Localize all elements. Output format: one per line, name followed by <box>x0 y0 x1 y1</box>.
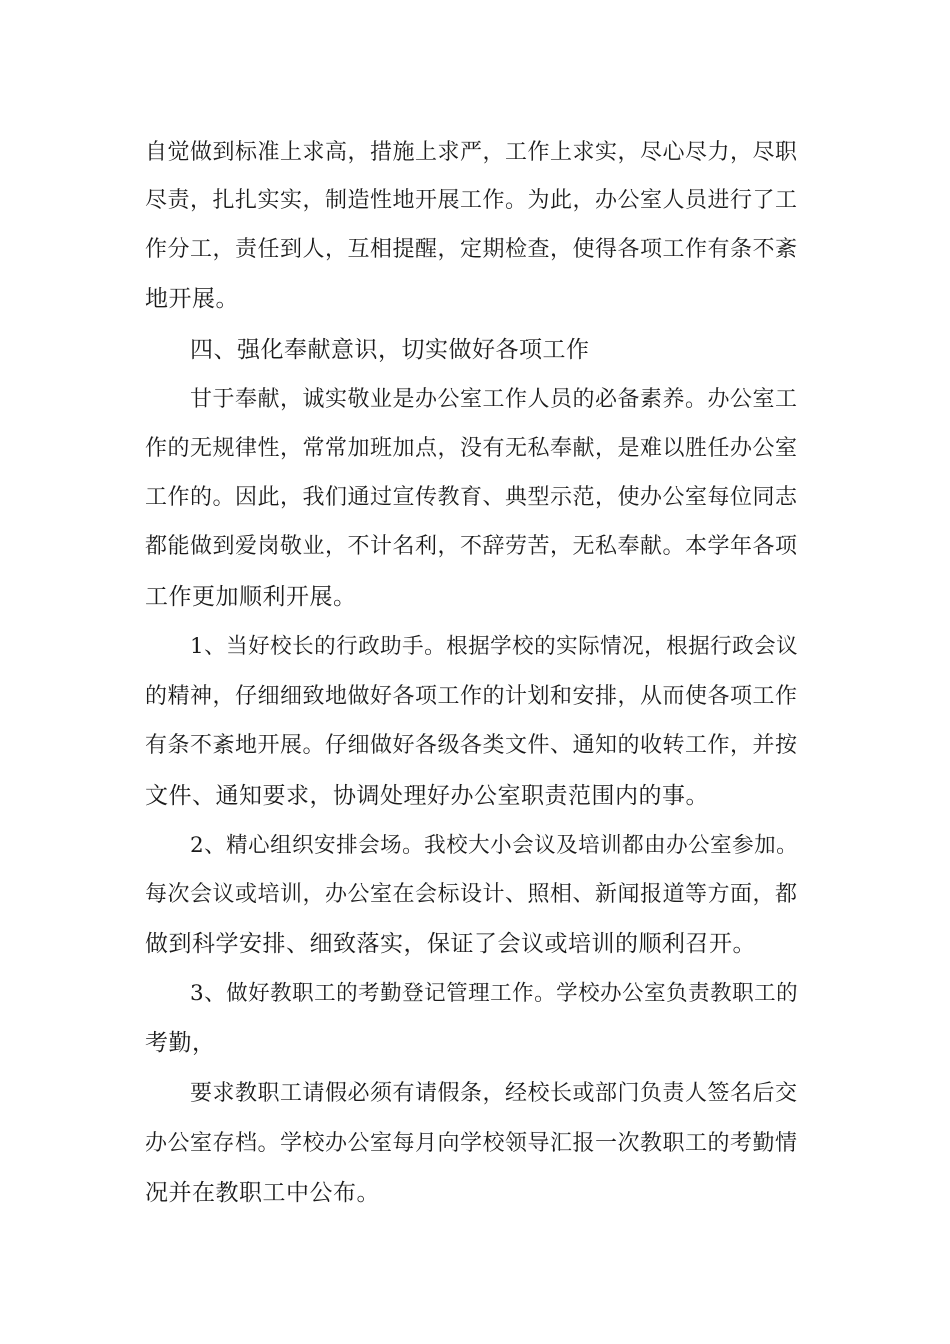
text-line: 都能做到爱岗敬业，不计名利，不辞劳苦，无私奉献。本学年各项 <box>145 534 798 559</box>
text-line: 地开展。 <box>145 286 239 312</box>
text-line: 1、当好校长的行政助手。根据学校的实际情况，根据行政会议 <box>190 634 799 659</box>
text-line: 要求教职工请假必须有请假条，经校长或部门负责人签名后交 <box>190 1081 798 1106</box>
text-line: 作的无规律性，常常加班加点，没有无私奉献，是难以胜任办公室 <box>145 436 798 461</box>
text-line: 办公室存档。学校办公室每月向学校领导汇报一次教职工的考勤情 <box>145 1131 798 1156</box>
text-line: 2、精心组织安排会场。我校大小会议及培训都由办公室参加。 <box>190 833 799 858</box>
text-line: 有条不紊地开展。仔细做好各级各类文件、通知的收转工作，并按 <box>145 733 798 758</box>
text-line: 况并在教职工中公布。 <box>145 1180 380 1206</box>
text-line: 自觉做到标准上求高，措施上求严，工作上求实，尽心尽力，尽职 <box>145 140 798 165</box>
text-line: 每次会议或培训，办公室在会标设计、照相、新闻报道等方面，都 <box>145 882 798 907</box>
text-line: 的精神，仔细细致地做好各项工作的计划和安排，从而使各项工作 <box>145 684 798 709</box>
section-heading: 四、强化奉献意识，切实做好各项工作 <box>190 337 590 363</box>
text-line: 工作的。因此，我们通过宣传教育、典型示范，使办公室每位同志 <box>145 485 798 510</box>
text-line: 考勤， <box>145 1030 216 1056</box>
text-line: 做到科学安排、细致落实，保证了会议或培训的顺利召开。 <box>145 931 756 957</box>
text-line: 尽责，扎扎实实，制造性地开展工作。为此，办公室人员进行了工 <box>145 188 798 213</box>
text-line: 文件、通知要求，协调处理好办公室职责范围内的事。 <box>145 783 709 809</box>
text-line: 甘于奉献，诚实敬业是办公室工作人员的必备素养。办公室工 <box>190 387 798 412</box>
text-line: 工作更加顺利开展。 <box>145 584 357 610</box>
text-line: 3、做好教职工的考勤登记管理工作。学校办公室负责教职工的 <box>190 981 799 1006</box>
text-line: 作分工，责任到人，互相提醒，定期检查，使得各项工作有条不紊 <box>145 237 798 262</box>
